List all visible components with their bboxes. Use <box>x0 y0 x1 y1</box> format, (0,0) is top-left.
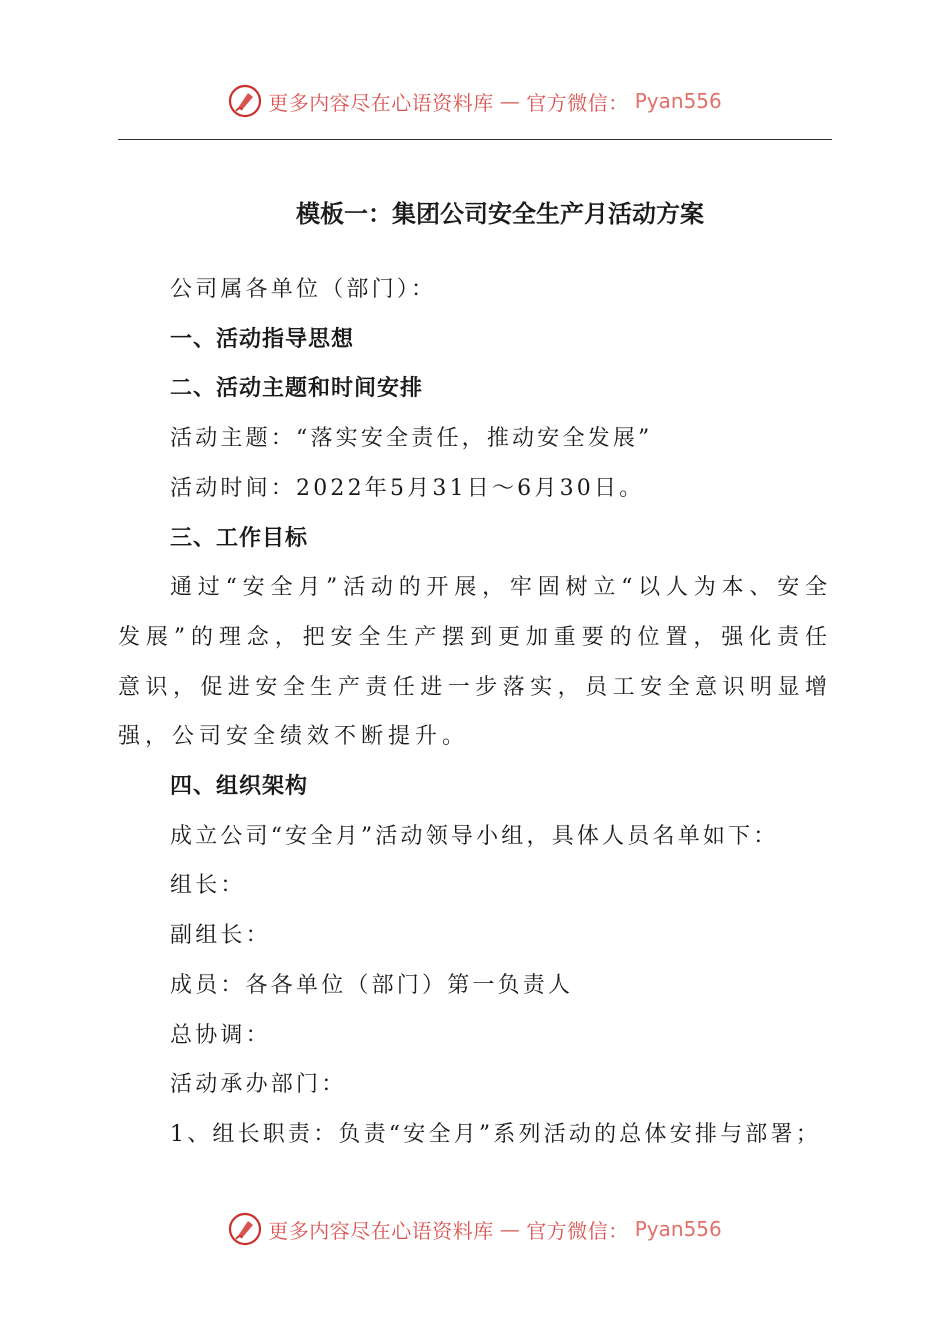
body-line: 总协调： <box>170 1022 271 1048</box>
watermark-wechat-id: Pyan556 <box>634 89 722 113</box>
section-heading: 一、活动指导思想 <box>170 326 355 352</box>
goal-paragraph: 通过“安全月”活动的开展，牢固树立“以人为本、安全发展”的理念，把安全生产摆到更加重要的位置，强化责任意识，促进安全生产责任进一步落实，员工安全意识明显增强，公司安全绩效不断提升。 <box>118 575 832 750</box>
header-divider <box>118 139 832 140</box>
header-watermark <box>0 84 950 118</box>
section-heading: 二、活动主题和时间安排 <box>170 376 424 402</box>
section-heading: 四、组织架构 <box>170 774 309 800</box>
watermark-dash: — <box>499 89 521 113</box>
body-line: 1、组长职责：负责“安全月”系列活动的总体安排与部署； <box>170 1121 821 1147</box>
watermark-wechat-label: 官方微信： <box>526 90 629 115</box>
pen-nib-logo-icon <box>228 84 262 118</box>
document-body <box>118 265 832 1160</box>
watermark-dash: — <box>499 1217 521 1241</box>
body-line: 活动主题：“落实安全责任，推动安全发展” <box>170 426 653 452</box>
body-line: 成员：各各单位（部门）第一负责人 <box>170 972 574 998</box>
body-line: 活动承办部门： <box>170 1072 347 1098</box>
pen-nib-logo-icon <box>228 1212 262 1246</box>
body-line: 成立公司“安全月”活动领导小组，具体人员名单如下： <box>170 823 779 849</box>
watermark-brand: 更多内容尽在心语资料库 <box>268 1218 494 1243</box>
document-title: 模板一：集团公司安全生产月活动方案 <box>296 200 704 228</box>
section-lines-2 <box>118 762 832 1160</box>
footer-watermark <box>0 1212 950 1246</box>
section-lines-1 <box>118 265 832 563</box>
section-heading: 三、工作目标 <box>170 525 309 551</box>
body-line: 活动时间：2022年5月31日～6月30日。 <box>170 475 645 501</box>
watermark-wechat-id: Pyan556 <box>634 1217 722 1241</box>
body-line: 公司属各单位（部门）： <box>170 277 437 302</box>
body-line: 副组长： <box>170 923 271 949</box>
watermark-brand: 更多内容尽在心语资料库 <box>268 90 494 115</box>
watermark-wechat-label: 官方微信： <box>526 1218 629 1243</box>
body-line: 组长： <box>170 873 246 899</box>
